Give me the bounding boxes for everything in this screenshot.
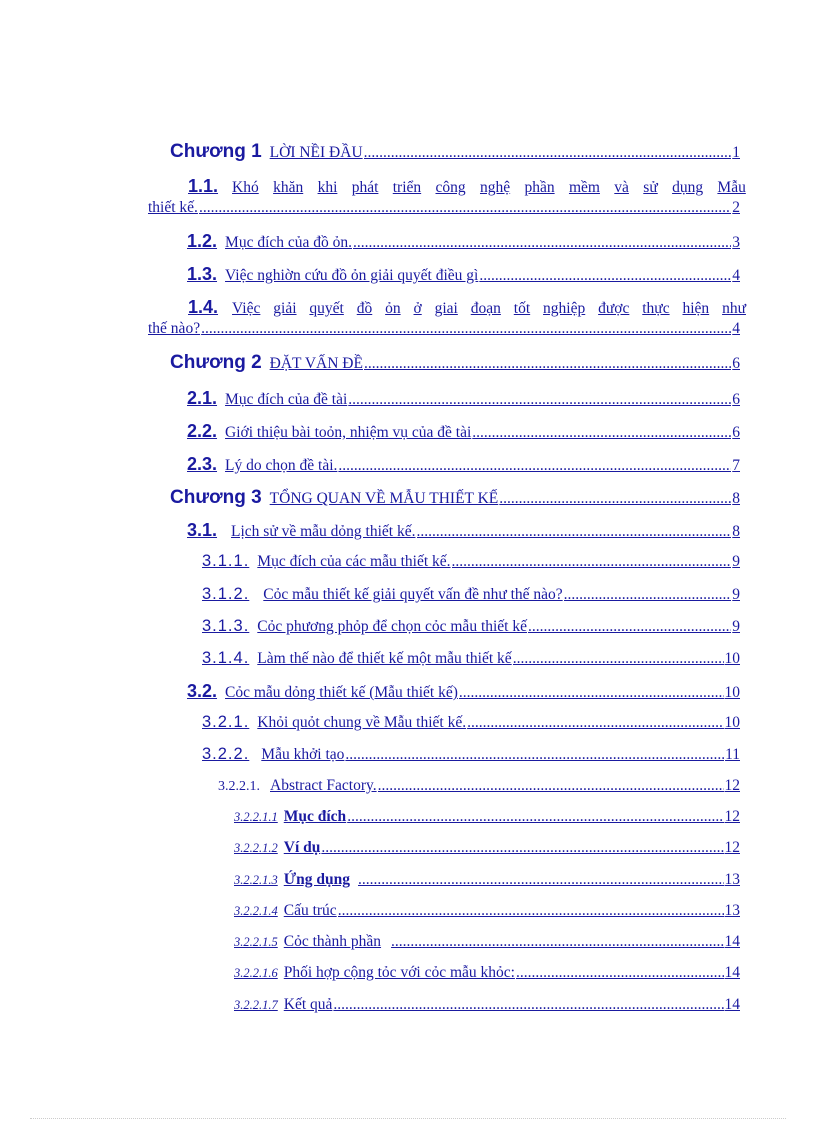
toc-page: 9 [732,618,740,635]
toc-entry-3-2[interactable] [187,681,740,702]
toc-entry-3-2-2-1-4[interactable] [234,902,740,920]
toc-entry-2-1[interactable] [187,388,740,409]
toc-number: Chương 1 [170,141,262,162]
toc-entry-3-2-2[interactable] [202,745,740,764]
toc-entry-chapter-3[interactable] [170,487,740,509]
toc-leader [417,523,732,541]
toc-title: Khó khăn khi phát triển công nghệ phần mềm và sử dụng Mẫu [232,179,746,196]
toc-leader [513,650,724,668]
toc-number: 3.2.2.1.2 [234,841,278,855]
toc-leader [345,746,724,764]
toc-title: Mục đích của đồ ỏn. [225,234,353,251]
toc-page: 4 [732,267,740,284]
toc-leader [353,234,731,252]
toc-leader [459,684,724,702]
toc-entry-3-1-1[interactable] [202,552,740,571]
toc-leader [528,618,731,636]
toc-leader [348,391,731,409]
toc-entry-2-3[interactable] [187,454,740,475]
toc-leader [321,839,723,857]
toc-page: 2 [732,199,740,216]
toc-page: 11 [725,746,740,763]
toc-title: Lý do chọn đề tài. [225,457,338,474]
toc-leader [201,320,731,338]
toc-leader [364,144,732,162]
toc-leader [378,777,724,795]
toc-entry-1-3[interactable] [187,264,740,285]
toc-leader [338,902,724,920]
toc-leader [199,199,731,217]
toc-entry-3-2-2-1-5[interactable] [234,933,740,951]
toc-title: Cỏc phương phỏp để chọn cỏc mẫu thiết kế [257,618,527,635]
toc-page: 3 [732,234,740,251]
toc-title: Cỏc thành phần [283,933,382,950]
toc-page: 8 [732,490,740,507]
toc-page: 6 [732,391,740,408]
toc-title: Lịch sử về mẫu dỏng thiết kế. [231,523,416,540]
toc-title-continued: thế nào? [148,320,201,337]
toc-title: Cỏc mẫu thiết kế giải quyết vấn đề như thế nào? [263,586,563,603]
toc-entry-3-2-2-1-2[interactable] [234,839,740,857]
toc-page: 12 [724,777,740,794]
toc-page: 13 [724,871,740,888]
toc-leader [452,553,732,571]
toc-title: Giới thiệu bài toỏn, nhiệm vụ của đề tài [225,424,472,441]
toc-leader [516,964,724,982]
toc-number: 1.1. [188,176,219,196]
toc-leader [499,490,731,508]
toc-leader [347,808,723,826]
toc-title: Kết quả [283,996,333,1013]
toc-page: 12 [724,839,740,856]
toc-leader [364,355,731,373]
toc-leader [358,871,724,889]
toc-number: 3.2. [187,681,218,701]
toc-number: 3.1.4. [202,649,250,667]
toc-number: 3.1.2. [202,585,250,603]
toc-number: 3.2.2. [202,745,250,763]
toc-title: Phối hợp cộng tỏc với cỏc mẫu khỏc: [283,964,515,981]
toc-title: ĐẶT VẤN ĐỀ [269,355,363,372]
toc-leader [333,996,723,1014]
toc-page: 8 [732,523,740,540]
toc-entry-3-2-2-1-3[interactable] [234,871,740,889]
toc-page: 10 [724,714,740,731]
toc-leader [467,714,723,732]
toc-leader [472,424,731,442]
toc-entry-3-1-4[interactable] [202,649,740,668]
toc-entry-3-1-3[interactable] [202,617,740,636]
toc-number: 2.2. [187,421,218,441]
toc-title: Abstract Factory. [270,777,377,794]
toc-page: 4 [732,320,740,337]
toc-title: Cỏc mẫu dỏng thiết kế (Mẫu thiết kế) [225,684,458,701]
toc-number: 3.2.2.1.5 [234,935,278,949]
toc-number: 3.1. [187,520,218,540]
toc-number: Chương 3 [170,487,262,508]
toc-leader [338,457,731,475]
toc-page: 13 [724,902,740,919]
toc-page: 6 [732,424,740,441]
toc-number: 2.3. [187,454,218,474]
toc-page: 14 [724,933,740,950]
toc-number: Chương 2 [170,352,262,373]
toc-entry-3-2-2-1[interactable] [218,777,740,795]
toc-title: TỔNG QUAN VỀ MẪU THIẾT KẾ [269,490,499,507]
toc-title: Ví dụ [283,839,321,856]
toc-number: 3.2.1. [202,713,250,731]
toc-page: 14 [724,996,740,1013]
toc-leader [564,586,732,604]
toc-title: Việc nghiờn cứu đồ ỏn giải quyết điều gì [225,267,479,284]
toc-number: 3.2.2.1.7 [234,998,278,1012]
toc-page: 6 [732,355,740,372]
toc-title: LỜI NỀI ĐẦU [269,144,363,161]
toc-title: Mục đích [283,808,347,825]
toc-entry-3-1-2[interactable] [202,585,740,604]
toc-page: 9 [732,553,740,570]
toc-entry-3-1[interactable] [187,520,740,541]
toc-entry-1-1[interactable] [148,176,746,217]
toc-title: Làm thế nào để thiết kế một mẫu thiết kế [257,650,512,667]
toc-title: Khỏi quỏt chung về Mẫu thiết kế. [257,714,467,731]
toc-number: 3.1.3. [202,617,250,635]
toc-number: 3.2.2.1. [218,779,260,794]
toc-title: Việc giải quyết đồ ỏn ở giai đoạn tốt nghiệp được thực hiện như [232,300,746,317]
toc-page: 14 [724,964,740,981]
toc-number: 3.2.2.1.3 [234,873,278,887]
toc-title: Ứng dụng [283,871,350,888]
toc-number: 3.2.2.1.4 [234,904,278,918]
toc-entry-1-4[interactable] [148,297,746,338]
toc-entry-3-2-2-1-7[interactable] [234,996,740,1014]
toc-title-continued: thiết kế. [148,199,198,216]
toc-entry-3-2-2-1-1[interactable] [234,808,740,826]
toc-number: 1.2. [187,231,218,251]
toc-entry-3-2-1[interactable] [202,713,740,732]
toc-entry-2-2[interactable] [187,421,740,442]
toc-number: 3.2.2.1.6 [234,966,278,980]
toc-page: 7 [732,457,740,474]
toc-leader [391,933,723,951]
toc-number: 3.1.1. [202,552,250,570]
toc-entry-1-2[interactable] [187,231,740,252]
toc-page: 1 [732,144,740,161]
toc-page: 9 [732,586,740,603]
toc-number: 1.4. [188,297,219,317]
toc-page: 12 [724,808,740,825]
toc-title: Mẫu khởi tạo [261,746,345,763]
toc-leader [479,267,731,285]
toc-number: 2.1. [187,388,218,408]
toc-entry-3-2-2-1-6[interactable] [234,964,740,982]
page-bottom-divider [30,1118,786,1119]
toc-title: Mục đích của các mẫu thiết kế. [257,553,451,570]
toc-entry-chapter-1[interactable] [170,141,740,163]
toc-entry-chapter-2[interactable] [170,352,740,374]
toc-title: Mục đích của đề tài [225,391,348,408]
toc-page: 10 [724,650,740,667]
toc-title: Cấu trúc [283,902,337,919]
toc-number: 3.2.2.1.1 [234,810,278,824]
toc-page: 10 [724,684,740,701]
toc-number: 1.3. [187,264,218,284]
